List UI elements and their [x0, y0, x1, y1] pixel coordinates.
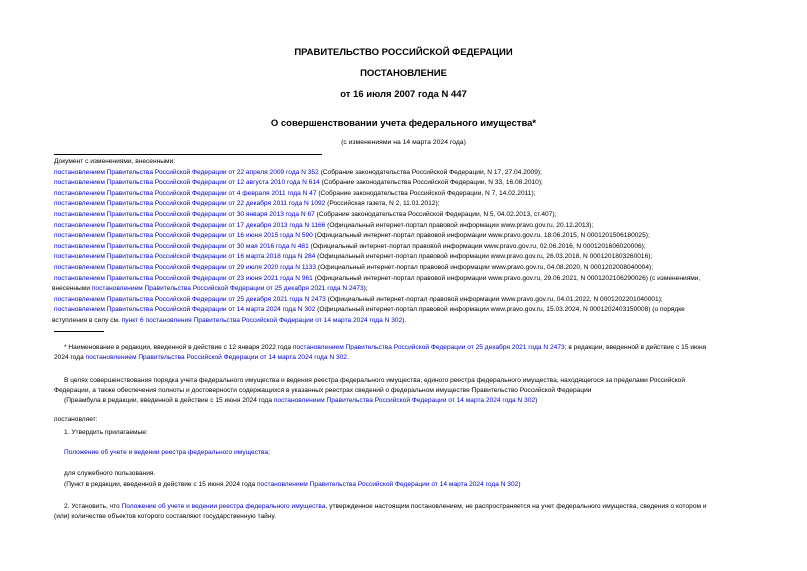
change-link[interactable]: постановлением Правительства Российской Федерации от 25 декабря 2021 года N 2473 — [91, 285, 364, 293]
decision-word: постановляет: — [54, 416, 98, 423]
change-item: постановлением Правительства Российской Федерации от 14 марта 2024 года N 302 (Официальный интернет-портал правовой информации www.pravo.gov.ru, 15.03.2024, N 0001202403150008) (о порядке — [54, 306, 685, 314]
document-date-number: от 16 июля 2007 года N 447 — [340, 89, 467, 100]
point-1: 1. Утвердить прилагаемые: — [64, 429, 148, 436]
change-link[interactable]: постановлением Правительства Российской Федерации от 16 июня 2015 года N 590 — [54, 232, 313, 240]
divider-top — [54, 154, 322, 155]
footnote-link[interactable]: постановлением Правительства Российской Федерации от 14 марта 2024 года N 302 — [85, 354, 347, 361]
government-heading: ПРАВИТЕЛЬСТВО РОССИЙСКОЙ ФЕДЕРАЦИИ — [294, 47, 513, 58]
change-link[interactable]: постановлением Правительства Российской Федерации от 12 августа 2010 года N 614 — [54, 179, 320, 187]
change-link[interactable]: постановлением Правительства Российской Федерации от 30 мая 2016 года N 481 — [54, 242, 309, 250]
point-1-note: (Пункт в редакции, введенной в действие с 15 июня 2024 года постановлением Правительства Российской Федерации от 14 марта 2024 года N 302) — [64, 481, 521, 488]
change-item-continued: вступления в силу см. пункт 6 постановления Правительства Российской Федерации от 14 марта 2024 года N 302). — [52, 316, 407, 324]
change-item-continued: внесенными постановлением Правительства Российской Федерации от 25 декабря 2021 года N 2473); — [52, 285, 368, 293]
change-link[interactable]: постановлением Правительства Российской Федерации от 17 декабря 2013 года N 1166 — [54, 221, 326, 229]
change-item: постановлением Правительства Российской Федерации от 30 января 2013 года N 67 (Собрание законодательства Российской Федерации, N 5, 04.02.2013, ст.407); — [54, 210, 557, 218]
change-link[interactable]: постановлением Правительства Российской Федерации от 4 февраля 2011 года N 47 — [54, 189, 317, 197]
change-link[interactable]: постановлением Правительства Российской Федерации от 14 марта 2024 года N 302 — [54, 306, 316, 314]
point-1-service: для служебного пользования. — [64, 470, 156, 477]
change-item: постановлением Правительства Российской Федерации от 25 декабря 2021 года N 2473 (Официальный интернет-портал правовой информации www.pravo.gov.ru, 04.01.2022, N 0001202201040001); — [54, 295, 663, 303]
change-item: постановлением Правительства Российской Федерации от 30 мая 2016 года N 481 (Официальный интернет-портал правовой информации www.pravo.gov.ru, 02.06.2016, N 0001201606020006); — [54, 242, 646, 250]
change-item: постановлением Правительства Российской Федерации от 16 июня 2015 года N 590 (Официальный интернет-портал правовой информации www.pravo.gov.ru, 18.06.2015, N 0001201506180025); — [54, 232, 650, 240]
footnote-link[interactable]: постановлением Правительства Российской Федерации от 25 декабря 2021 года N 2473 — [292, 344, 565, 351]
point-1-link-wrap — [64, 448, 764, 458]
footnote: * Наименование в редакции, введенной в действие с 12 января 2022 года постановлением Правительства Российской Федерации от 25 декабря 2021 года N 2473; в редакции, введенной в действие с 15 июня 2024 года постановлением Правительства Российской Федерации от 14 марта 2024 года N 302. — [54, 344, 707, 361]
document-type: ПОСТАНОВЛЕНИЕ — [360, 68, 447, 79]
change-link[interactable]: пункт 6 постановления Правительства Российской Федерации от 14 марта 2024 года N 302 — [121, 316, 403, 324]
change-item: постановлением Правительства Российской Федерации от 22 апреля 2009 года N 352 (Собрание законодательства Российской Федерации, N 17, 27.04.2009); — [54, 168, 542, 176]
change-item: постановлением Правительства Российской Федерации от 17 декабря 2013 года N 1166 (Официальный интернет-портал правовой информации www.pravo.gov.ru, 20.12.2013); — [54, 221, 594, 229]
point-2: 2. Установить, что Положение об учете и ведении реестра федерального имущества, утвержденное настоящим постановлением, не распространяется на учет федерального имущества, сведения о котором и (или) количестве объектов которого составляют государственную тайну. — [54, 503, 707, 520]
edition-note: (с изменениями на 14 марта 2024 года) — [341, 139, 466, 146]
change-item: постановлением Правительства Российской Федерации от 22 декабря 2011 года N 1092 (Российская газета, N 2, 11.01.2012); — [54, 200, 440, 208]
point-1-note-link[interactable]: постановлением Правительства Российской Федерации от 14 марта 2024 года N 302 — [256, 481, 519, 488]
change-link[interactable]: постановлением Правительства Российской Федерации от 30 января 2013 года N 67 — [54, 210, 315, 218]
changes-intro: Документ с изменениями, внесенными: — [54, 158, 176, 165]
change-link[interactable]: постановлением Правительства Российской Федерации от 23 июня 2021 года N 961 — [54, 274, 313, 282]
change-link[interactable]: постановлением Правительства Российской Федерации от 29 июля 2020 года N 1133 — [54, 263, 317, 271]
change-link[interactable]: постановлением Правительства Российской Федерации от 16 марта 2018 года N 284 — [54, 253, 316, 261]
preamble-note: (Преамбула в редакции, введенной в действие с 15 июня 2024 года постановлением Правительства Российской Федерации от 14 марта 2024 года N 302) — [64, 397, 538, 404]
change-link[interactable]: постановлением Правительства Российской Федерации от 22 декабря 2011 года N 1092 — [54, 200, 326, 208]
document-title: О совершенствовании учета федерального имущества* — [270, 118, 537, 129]
regulation-link[interactable]: Положение об учете и ведении реестра федерального имущества; — [64, 449, 270, 456]
change-link[interactable]: постановлением Правительства Российской Федерации от 22 апреля 2009 года N 352 — [54, 168, 319, 176]
change-item: постановлением Правительства Российской Федерации от 23 июня 2021 года N 961 (Официальный интернет-портал правовой информации www.pravo.gov.ru, 29.06.2021, N 0001202106290026) (с изменениями, — [54, 274, 701, 282]
regulation-link[interactable]: Положение об учете и ведении реестра федерального имущества — [121, 503, 326, 510]
preamble: В целях совершенствования порядка учета федерального имущества и ведения реестра федерального имущества, единого реестра федерального имущества, находящегося за пределами Российской Федерации, а также обеспечения полноты и достоверности содержащихся в указанных реестрах сведений о федеральном имуществе Правительство Российской Федерации (Преамбула в редакции, введенной в действие с 15 июня 2024 года постановлением Правительства Российской Федерации от 14 марта 2024 года N 302) — [54, 376, 754, 406]
change-item: постановлением Правительства Российской Федерации от 16 марта 2018 года N 284 (Официальный интернет-портал правовой информации www.pravo.gov.ru, 26.03.2018, N 0001201803260016); — [54, 253, 653, 261]
divider-footnote — [54, 331, 104, 332]
change-item: постановлением Правительства Российской Федерации от 4 февраля 2011 года N 47 (Собрание законодательства Российской Федерации, N 7, 14.02.2011); — [54, 189, 536, 197]
preamble-link[interactable]: постановлением Правительства Российской Федерации от 14 марта 2024 года N 302 — [273, 397, 536, 404]
changes-list — [54, 157, 754, 327]
change-link[interactable]: постановлением Правительства Российской Федерации от 25 декабря 2021 года N 2473 — [54, 295, 326, 303]
change-item: постановлением Правительства Российской Федерации от 12 августа 2010 года N 614 (Собрание законодательства Российской Федерации, N 33, 16.08.2010); — [54, 179, 543, 187]
change-item: постановлением Правительства Российской Федерации от 29 июля 2020 года N 1133 (Официальный интернет-портал правовой информации www.pravo.gov.ru, 04.08.2020, N 0001202008040004); — [54, 263, 654, 271]
